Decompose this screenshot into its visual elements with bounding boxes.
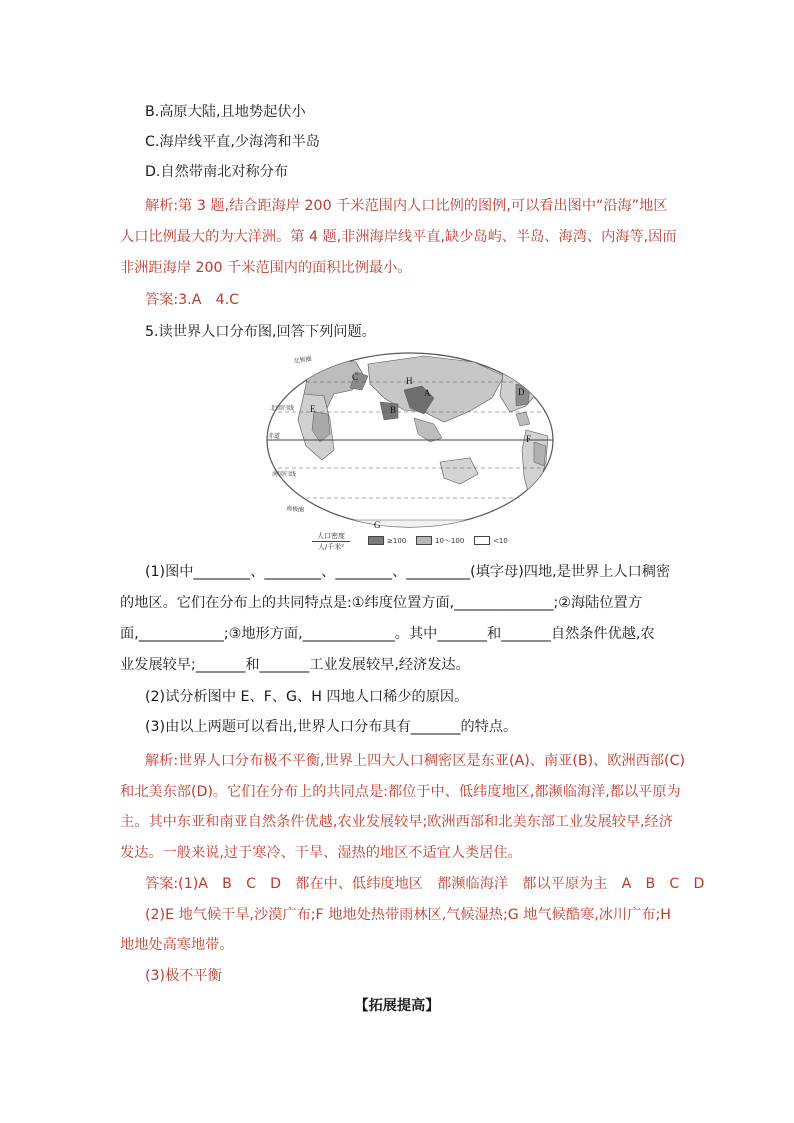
map-letter-b: B xyxy=(390,405,397,415)
legend-heading xyxy=(308,532,354,551)
question-5-part-3: (3)由以上两题可以看出,世界人口分布具有_______的特点。 xyxy=(145,719,518,735)
map-letter-e: E xyxy=(310,404,316,414)
label-equator: 赤道 xyxy=(268,433,281,440)
map-letter-h: H xyxy=(406,376,413,386)
answer-2-line-2: (2)E 地气候干旱,沙漠广布;F 地地处热带雨林区,气候湿热;G 地气候酷寒,冰川广布;H xyxy=(145,907,671,923)
legend-heading-divider xyxy=(312,541,350,542)
analysis-1-line-2: 人口比例最大的为大洋洲。第 4 题,非洲海岸线平直,缺少岛屿、半岛、海湾、内海等,因而 xyxy=(120,229,677,245)
question-5-part-1-line-2: 的地区。它们在分布上的共同特点是:①纬度位置方面,______________;②海陆位置方 xyxy=(120,595,642,611)
legend-swatch-medium xyxy=(416,536,432,545)
analysis-2-line-2: 和北美东部(D)。它们在分布上的共同点是:都位于中、低纬度地区,都濒临海洋,都以平原为 xyxy=(120,784,681,800)
option-d: D.自然带南北对称分布 xyxy=(145,164,289,180)
question-5-part-1-line-4: 业发展较早;_______和_______工业发展较早,经济发达。 xyxy=(120,657,470,673)
map-legend xyxy=(308,530,578,552)
legend-heading-bottom: 人/千米² xyxy=(317,543,345,551)
world-population-map xyxy=(264,350,556,550)
analysis-2-line-1: 解析:世界人口分布极不平衡,世界上四大人口稠密区是东亚(A)、南亚(B)、欧洲西部(C) xyxy=(145,753,686,769)
option-c: C.海岸线平直,少海湾和半岛 xyxy=(145,134,320,150)
map-letter-d: D xyxy=(518,387,525,397)
map-letter-f: F xyxy=(526,434,532,444)
answer-2-line-1: 答案:(1)A B C D 都在中、低纬度地区 都濒临海洋 都以平原为主 A B C D xyxy=(145,876,705,892)
analysis-2-line-3: 主。其中东亚和南亚自然条件优越,农业发展较早;欧洲西部和北美东部工业发展较早,经济 xyxy=(120,814,673,830)
question-5-part-2: (2)试分析图中 E、F、G、H 四地人口稀少的原因。 xyxy=(145,689,469,705)
answer-2-line-3: 地地处高寒地带。 xyxy=(120,937,234,953)
section-title-extension: 【拓展提高】 xyxy=(354,998,440,1014)
map-letter-c: C xyxy=(352,372,359,382)
legend-swatch-high xyxy=(368,536,384,545)
label-arctic-circle: 北极圈 xyxy=(293,355,313,365)
answer-1: 答案:3.A 4.C xyxy=(145,292,240,308)
option-b: B.高原大陆,且地势起伏小 xyxy=(145,104,306,120)
analysis-2-line-4: 发达。一般来说,过于寒冷、干旱、湿热的地区不适宜人类居住。 xyxy=(120,845,522,861)
map-letter-g: G xyxy=(374,520,381,530)
legend-label-medium: 10～100 xyxy=(435,536,465,545)
legend-swatch-low xyxy=(474,536,490,545)
label-tropic-of-cancer: 北回归线 xyxy=(270,405,295,412)
analysis-1-line-3: 非洲距海岸 200 千米范围内的面积比例最小。 xyxy=(120,260,412,276)
analysis-1-line-1: 解析:第 3 题,结合距海岸 200 千米范围内人口比例的图例,可以看出图中“沿海”地区 xyxy=(145,198,668,214)
legend-label-high: ≥100 xyxy=(387,536,407,545)
legend-item-high xyxy=(368,536,406,545)
map-letter-a: A xyxy=(424,388,431,398)
question-5-part-1-line-1: (1)图中________、________、________、_________(填字母)四地,是世界上人口稠密 xyxy=(145,564,671,580)
answer-2-line-4: (3)极不平衡 xyxy=(145,968,222,984)
legend-item-medium xyxy=(416,536,464,545)
legend-label-low: <10 xyxy=(493,536,508,545)
question-5-title: 5.读世界人口分布图,回答下列问题。 xyxy=(145,324,376,340)
question-5-part-1-line-3: 面,____________;③地形方面,_____________。其中_______和_______自然条件优越,农 xyxy=(120,626,655,642)
legend-heading-top: 人口密度 xyxy=(317,532,345,540)
label-tropic-of-capricorn: 南回归线 xyxy=(272,471,297,478)
legend-item-low xyxy=(474,536,508,545)
label-antarctic-circle: 南极圈 xyxy=(285,505,305,514)
